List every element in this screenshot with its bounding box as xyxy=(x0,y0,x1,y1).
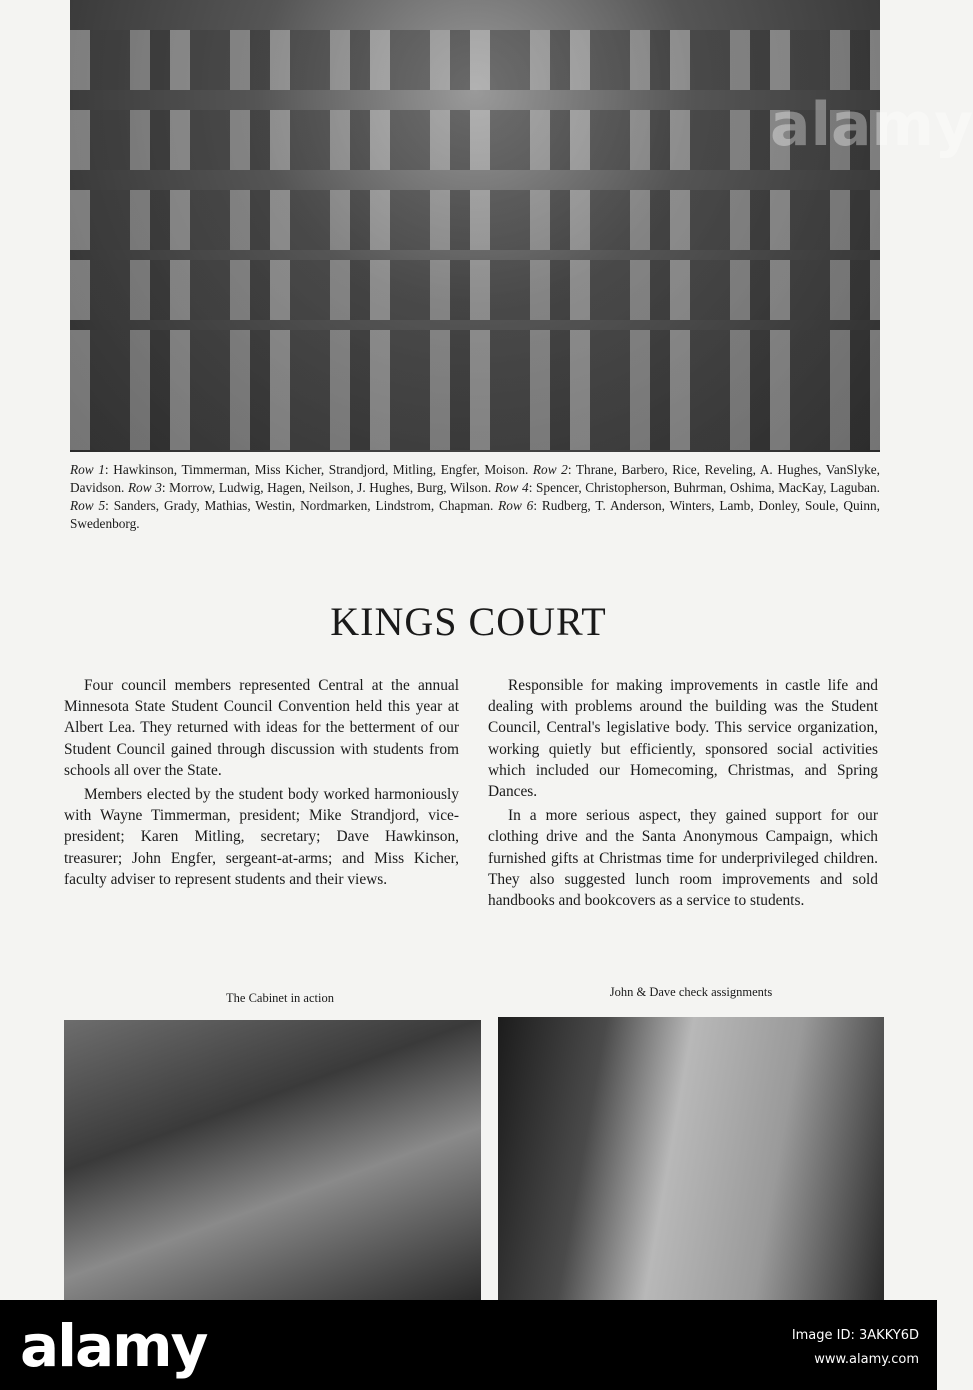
john-dave-photo-caption: John & Dave check assignments xyxy=(609,985,773,999)
alamy-footer xyxy=(0,1300,937,1390)
row-label: Row 3 xyxy=(127,480,162,495)
row-names: : Thrane, Barbero, Rice, Reveling, A. Hughes, VanSlyke, Davidson. xyxy=(70,462,881,495)
alamy-url[interactable]: www.alamy.com xyxy=(814,1352,919,1367)
paragraph: Members elected by the student body worked harmoniously with Wayne Timmerman, president; Mike Strandjord, vice-president; Karen Mitling, secretary; Dave Hawkinson, treasurer; John Engfer, sergeant-at-arms; and Miss Kicher, faculty adviser to represent students and their views. xyxy=(64,786,459,888)
row-label: Row 1 xyxy=(70,462,105,477)
group-photo-caption xyxy=(70,461,880,533)
group-photo xyxy=(70,0,973,452)
image-id: Image ID: 3AKKY6D xyxy=(791,1328,919,1343)
row-label: Row 5 xyxy=(70,498,106,513)
row-names: : Spencer, Christopherson, Buhrman, Oshima, MacKay, Laguban. xyxy=(528,480,880,495)
row-names: : Hawkinson, Timmerman, Miss Kicher, Strandjord, Mitling, Engfer, Moison. xyxy=(104,462,533,477)
john-dave-photo xyxy=(498,1017,884,1300)
paragraph: In a more serious aspect, they gained support for our clothing drive and the Santa Anonymous Campaign, which furnished gifts at Christmas time for underprivileged children. They also suggested lunch room improvements and sold handbooks and bookcovers as a service to students. xyxy=(488,807,878,910)
cabinet-photo xyxy=(64,1020,481,1300)
alamy-logo: alamy xyxy=(20,1312,207,1380)
watermark-logo: alamy xyxy=(770,90,973,160)
row-names: : Rudberg, T. Anderson, Winters, Lamb, Donley, Soule, Quinn, Swedenborg. xyxy=(70,498,880,531)
right-column xyxy=(488,675,878,914)
left-column xyxy=(64,675,459,893)
paragraph: Four council members represented Central at the annual Minnesota State Student Council Convention held this year at Albert Lea. They returned with ideas for the betterment of our Student Council gained through discussion with students from schools all over the State. xyxy=(64,677,459,779)
row-names: : Sanders, Grady, Mathias, Westin, Nordmarken, Lindstrom, Chapman. xyxy=(105,498,499,513)
row-label: Row 6 xyxy=(498,498,534,513)
row-names: : Morrow, Ludwig, Hagen, Neilson, J. Hughes, Burg, Wilson. xyxy=(161,480,495,495)
row-label: Row 4 xyxy=(494,480,529,495)
page-title: KINGS COURT xyxy=(330,599,607,644)
cabinet-photo-caption: The Cabinet in action xyxy=(226,991,334,1005)
row-label: Row 2 xyxy=(532,462,568,477)
paragraph: Responsible for making improvements in castle life and dealing with problems around the building was the Student Council, Central's legislative body. This service organization, working quietly but efficiently, sponsored social activities which included our Homecoming, Christmas, and Spring Dances. xyxy=(488,677,878,801)
